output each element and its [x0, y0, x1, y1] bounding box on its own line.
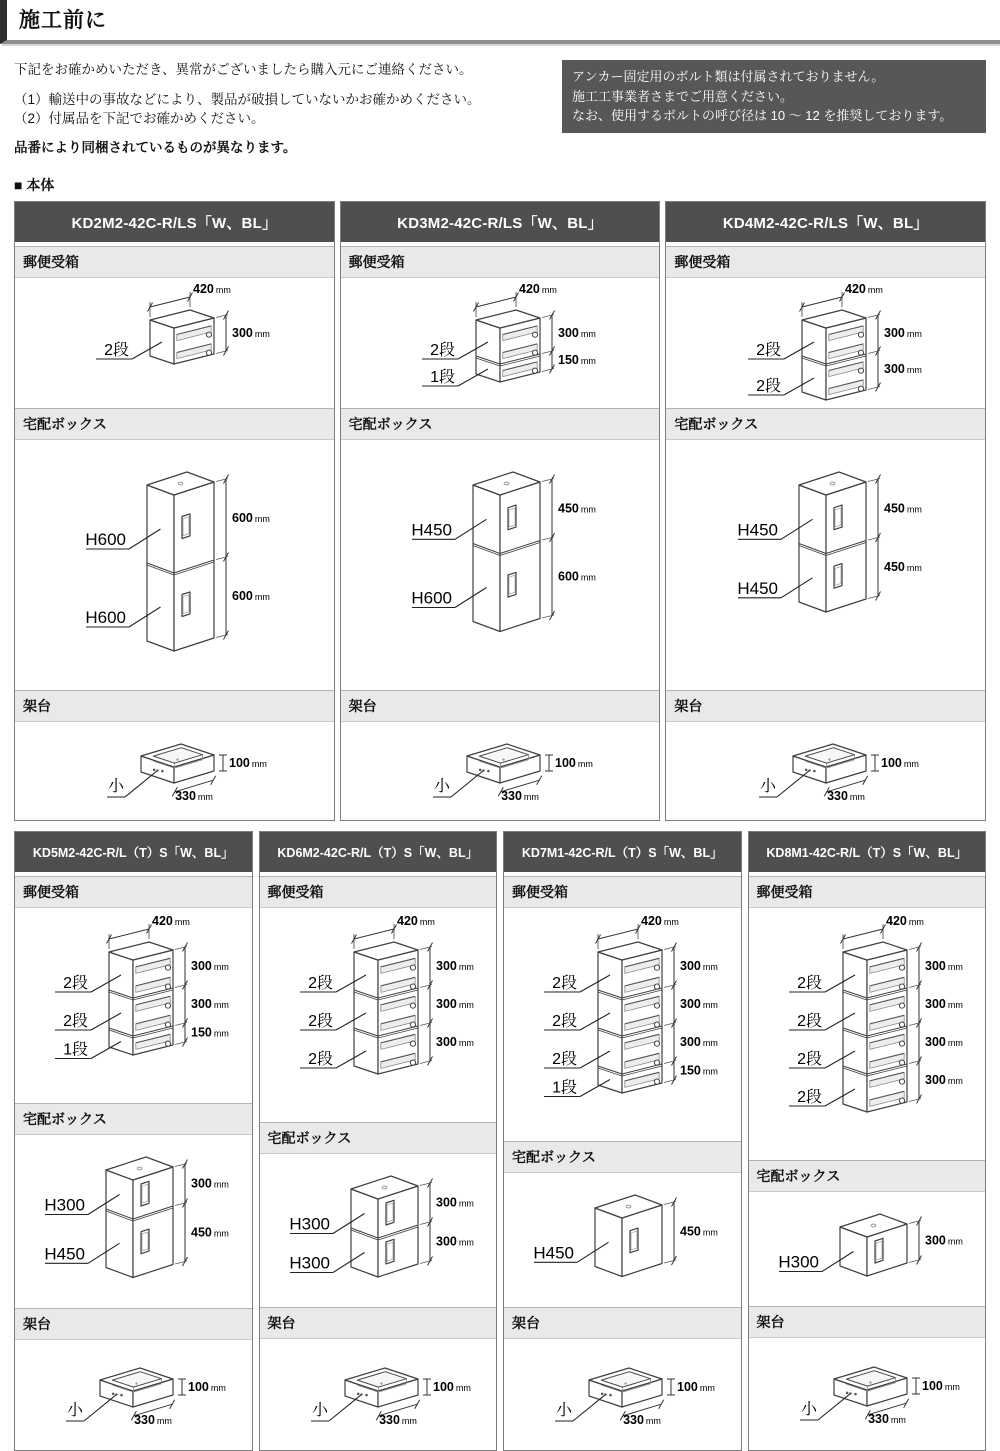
mailbox-section-label: 郵便受箱	[504, 876, 741, 908]
product-panel	[665, 201, 986, 821]
svg-text:300mm: 300 mm	[680, 959, 719, 974]
svg-text:H300: H300	[778, 1252, 819, 1272]
mailbox-section-label: 郵便受箱	[15, 246, 334, 278]
stand-section-label: 架台	[15, 690, 334, 722]
delivery-section-label: 宅配ボックス	[341, 408, 660, 440]
svg-text:420mm: 420 mm	[519, 282, 557, 297]
intro-lead: 下記をお確かめいただき、異常がございましたら購入元にご連絡ください。	[14, 62, 473, 77]
svg-text:450mm: 450 mm	[883, 501, 922, 516]
svg-text:450mm: 450 mm	[191, 1225, 230, 1240]
svg-text:420mm: 420 mm	[844, 282, 883, 297]
svg-text:100mm: 100 mm	[188, 1380, 227, 1395]
svg-text:100mm: 100 mm	[229, 756, 268, 771]
svg-text:300mm: 300 mm	[680, 1035, 719, 1050]
svg-text:150mm: 150 mm	[558, 353, 596, 368]
svg-text:100mm: 100 mm	[677, 1379, 716, 1394]
svg-text:330mm: 330 mm	[378, 1412, 417, 1427]
svg-text:450mm: 450 mm	[680, 1224, 719, 1239]
stand-section-label: 架台	[749, 1306, 986, 1338]
product-panel	[503, 831, 742, 1451]
mailbox-section-label: 郵便受箱	[15, 876, 252, 908]
notice-line-3: なお、使用するボルトの呼び径は 10 ～ 12 を推奨しております。	[572, 108, 953, 123]
anchor-bolt-notice	[562, 60, 986, 133]
svg-text:600mm: 600 mm	[232, 511, 271, 526]
intro-item-1: （1）輸送中の事故などにより、製品が破損していないかお確かめください。	[14, 91, 481, 107]
svg-text:600mm: 600 mm	[232, 589, 271, 604]
svg-text:300mm: 300 mm	[924, 959, 963, 974]
svg-text:300mm: 300 mm	[924, 1073, 963, 1088]
svg-text:H450: H450	[737, 579, 778, 599]
panel-row-top	[14, 201, 986, 821]
delivery-box-diagram	[749, 1192, 986, 1306]
stand-section-label: 架台	[504, 1307, 741, 1339]
intro-note: 品番により同梱されているものが異なります。	[14, 139, 297, 155]
svg-text:330mm: 330 mm	[623, 1412, 662, 1427]
svg-text:小: 小	[67, 1402, 84, 1420]
panel-model-header: KD7M1-42C-R/L（T）S「W、BL」	[504, 832, 741, 872]
svg-text:H300: H300	[289, 1253, 330, 1273]
mailbox-diagram	[15, 278, 334, 408]
mailbox-section-label: 郵便受箱	[341, 246, 660, 278]
svg-text:300mm: 300 mm	[680, 997, 719, 1012]
delivery-box-diagram	[666, 440, 985, 690]
svg-text:2段: 2段	[307, 1051, 333, 1069]
svg-text:300mm: 300 mm	[883, 362, 922, 377]
delivery-box-diagram	[504, 1173, 741, 1307]
svg-text:150mm: 150 mm	[191, 1025, 230, 1040]
svg-text:H300: H300	[289, 1214, 330, 1234]
product-panel	[748, 831, 987, 1451]
stand-diagram	[666, 722, 985, 820]
svg-text:2段: 2段	[430, 342, 455, 360]
mailbox-diagram	[666, 278, 985, 408]
mailbox-diagram	[341, 278, 660, 408]
svg-text:420mm: 420 mm	[396, 914, 435, 929]
svg-text:2段: 2段	[755, 378, 781, 396]
svg-text:小: 小	[800, 1401, 817, 1419]
svg-text:H600: H600	[85, 608, 127, 628]
svg-text:2段: 2段	[796, 1051, 822, 1069]
svg-text:450mm: 450 mm	[883, 560, 922, 575]
panel-model-header: KD5M2-42C-R/L（T）S「W、BL」	[15, 832, 252, 872]
svg-text:2段: 2段	[552, 975, 578, 993]
svg-text:300mm: 300 mm	[558, 326, 596, 341]
delivery-section-label: 宅配ボックス	[15, 408, 334, 440]
delivery-section-label: 宅配ボックス	[260, 1122, 497, 1154]
svg-text:300mm: 300 mm	[435, 997, 474, 1012]
svg-text:小: 小	[433, 778, 450, 796]
stand-section-label: 架台	[666, 690, 985, 722]
svg-text:300mm: 300 mm	[435, 959, 474, 974]
svg-text:2段: 2段	[796, 1089, 822, 1107]
panel-model-header: KD2M2-42C-R/LS「W、BL」	[15, 202, 334, 242]
stand-diagram	[749, 1338, 986, 1450]
svg-text:420mm: 420 mm	[193, 282, 232, 297]
svg-text:H600: H600	[85, 530, 127, 550]
svg-text:H450: H450	[533, 1243, 575, 1263]
svg-text:2段: 2段	[796, 975, 822, 993]
svg-text:2段: 2段	[307, 975, 333, 993]
svg-text:330mm: 330 mm	[175, 789, 214, 804]
svg-text:H450: H450	[737, 520, 778, 540]
stand-diagram	[15, 1340, 252, 1450]
svg-text:小: 小	[311, 1401, 328, 1419]
svg-text:420mm: 420 mm	[152, 914, 191, 929]
svg-text:H600: H600	[411, 588, 452, 608]
svg-text:100mm: 100 mm	[555, 756, 593, 771]
svg-text:300mm: 300 mm	[924, 997, 963, 1012]
svg-text:300mm: 300 mm	[435, 1195, 474, 1210]
svg-text:100mm: 100 mm	[921, 1379, 960, 1394]
panel-model-header: KD6M2-42C-R/L（T）S「W、BL」	[260, 832, 497, 872]
svg-text:330mm: 330 mm	[867, 1412, 906, 1427]
svg-text:2段: 2段	[307, 1013, 333, 1031]
svg-text:300mm: 300 mm	[435, 1234, 474, 1249]
intro-section	[14, 60, 986, 157]
delivery-section-label: 宅配ボックス	[749, 1160, 986, 1192]
stand-diagram	[341, 722, 660, 820]
svg-text:300mm: 300 mm	[924, 1035, 963, 1050]
svg-text:150mm: 150 mm	[680, 1063, 719, 1078]
delivery-section-label: 宅配ボックス	[15, 1103, 252, 1135]
svg-text:H450: H450	[44, 1244, 86, 1264]
mailbox-diagram	[749, 908, 986, 1160]
svg-text:1段: 1段	[552, 1079, 578, 1097]
svg-text:1段: 1段	[63, 1041, 89, 1059]
delivery-box-diagram	[341, 440, 660, 690]
svg-text:小: 小	[108, 778, 125, 796]
svg-text:300mm: 300 mm	[191, 997, 230, 1012]
panel-model-header: KD3M2-42C-R/LS「W、BL」	[341, 202, 660, 242]
notice-line-2: 施工工事業者さまでご用意ください。	[572, 88, 794, 104]
svg-text:600mm: 600 mm	[558, 569, 596, 584]
body-section-label: ■ 本体	[14, 177, 55, 194]
svg-text:2段: 2段	[63, 1013, 89, 1031]
intro-text	[14, 60, 536, 157]
stand-section-label: 架台	[260, 1307, 497, 1339]
delivery-section-label: 宅配ボックス	[666, 408, 985, 440]
panel-row-bottom	[14, 831, 986, 1451]
svg-text:330mm: 330 mm	[501, 789, 539, 804]
svg-text:100mm: 100 mm	[880, 756, 919, 771]
svg-text:300mm: 300 mm	[232, 326, 271, 341]
mailbox-diagram	[15, 908, 252, 1103]
svg-text:H450: H450	[411, 520, 452, 540]
mailbox-diagram	[504, 908, 741, 1141]
svg-text:H300: H300	[44, 1195, 86, 1215]
svg-text:300mm: 300 mm	[191, 959, 230, 974]
svg-text:小: 小	[556, 1401, 573, 1419]
mailbox-section-label: 郵便受箱	[666, 246, 985, 278]
delivery-section-label: 宅配ボックス	[504, 1141, 741, 1173]
panel-model-header: KD8M1-42C-R/L（T）S「W、BL」	[749, 832, 986, 872]
svg-text:300mm: 300 mm	[435, 1035, 474, 1050]
svg-text:2段: 2段	[552, 1013, 578, 1031]
svg-text:450mm: 450 mm	[558, 501, 596, 516]
svg-text:2段: 2段	[552, 1051, 578, 1069]
stand-diagram	[504, 1339, 741, 1450]
delivery-box-diagram	[260, 1154, 497, 1307]
svg-text:2段: 2段	[63, 975, 89, 993]
svg-text:330mm: 330 mm	[134, 1413, 173, 1428]
svg-text:小: 小	[759, 778, 776, 796]
product-panel	[340, 201, 661, 821]
product-panel	[14, 201, 335, 821]
svg-text:300mm: 300 mm	[191, 1176, 230, 1191]
svg-text:2段: 2段	[755, 342, 781, 360]
stand-diagram	[15, 722, 334, 820]
product-panel	[259, 831, 498, 1451]
mailbox-section-label: 郵便受箱	[749, 876, 986, 908]
product-panel	[14, 831, 253, 1451]
svg-text:2段: 2段	[104, 342, 130, 360]
svg-text:330mm: 330 mm	[826, 789, 865, 804]
svg-text:420mm: 420 mm	[641, 914, 680, 929]
svg-text:100mm: 100 mm	[432, 1379, 471, 1394]
svg-text:2段: 2段	[796, 1013, 822, 1031]
stand-section-label: 架台	[15, 1308, 252, 1340]
svg-text:300mm: 300 mm	[883, 326, 922, 341]
stand-section-label: 架台	[341, 690, 660, 722]
delivery-box-diagram	[15, 1135, 252, 1308]
page-title: 施工前に	[0, 0, 1000, 44]
panel-model-header: KD4M2-42C-R/LS「W、BL」	[666, 202, 985, 242]
svg-text:420mm: 420 mm	[885, 914, 924, 929]
svg-text:300mm: 300 mm	[924, 1233, 963, 1248]
delivery-box-diagram	[15, 440, 334, 690]
stand-diagram	[260, 1339, 497, 1450]
intro-item-2: （2）付属品を下記でお確かめください。	[14, 111, 265, 127]
notice-line-1: アンカー固定用のボルト類は付属されておりません。	[572, 69, 885, 84]
mailbox-diagram	[260, 908, 497, 1122]
svg-text:1段: 1段	[430, 369, 455, 387]
mailbox-section-label: 郵便受箱	[260, 876, 497, 908]
